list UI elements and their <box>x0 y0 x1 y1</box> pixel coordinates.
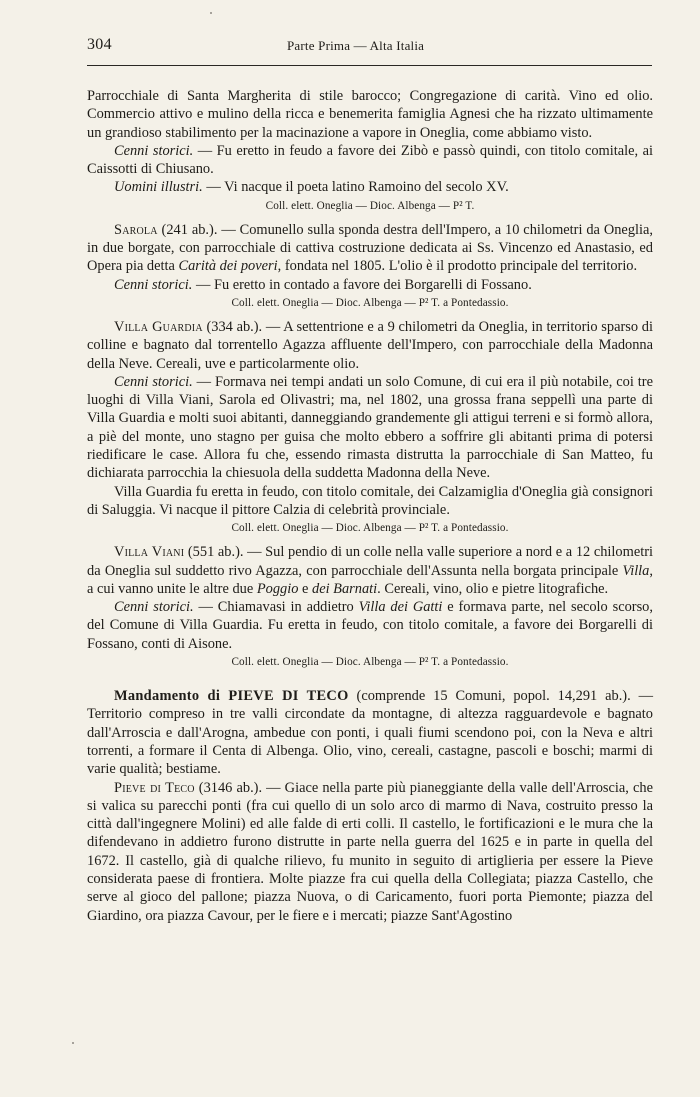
entry-villa-guardia: Villa Guardia (334 ab.). — A settentrione e a 9 chilometri da Oneglia, in territorio sparso di colline e bagnato dal torrentello Agazza affluente dell'Impero, con parrocchiale della Madonna della Neve. Cereali, uve e particolarmente olio. <box>87 318 653 372</box>
reference-line: Coll. elett. Oneglia — Dioc. Albenga — P² T. <box>265 199 475 212</box>
scan-speck <box>210 12 212 14</box>
scan-speck <box>72 1042 74 1044</box>
reference-line: Coll. elett. Oneglia — Dioc. Albenga — P² T. a Pontedassio. <box>231 656 509 669</box>
paragraph: Cenni storici. — Fu eretto in feudo a favore dei Zibò e passò quindi, con titolo comitale, ai Caissotti di Chiusano. <box>87 142 653 178</box>
page-number: 304 <box>87 36 112 53</box>
reference-line: Coll. elett. Oneglia — Dioc. Albenga — P² T. a Pontedassio. <box>231 296 509 309</box>
paragraph: Parrocchiale di Santa Margherita di stile barocco; Congregazione di carità. Vino ed olio. Commercio attivo e mulino della ricca e benemerita famiglia Agnesi che ha rizzato ultimamente un grandioso stabilimento per la macinazione a vapore in Oneglia, come abbiamo visto. <box>87 88 653 141</box>
entry-villa-viani: Villa Viani (551 ab.). — Sul pendio di un colle nella valle superiore a nord e a 12 chilometri da Oneglia sul suddetto rivo Agazza, con parrocchiale dell'Assunta nella borgata principale Villa, a cui vanno unite le altre due Poggio e dei Barnati. Cereali, vino, olio e pietre litografiche. <box>87 544 653 597</box>
entry-mandamento: Mandamento di PIEVE DI TECO (comprende 15 Comuni, popol. 14,291 ab.). — Territorio compreso in tre valli circondate da montagne, di altezza ragguardevole e bagnato dall'Arroscia e dall'Arogna, ambedue con ponti, i quali fiumi scendono poi, con la Neva e altri torrenti, a formare il Centa di Albenga. Olio, vino, cereali, castagne, pascoli e boschi; marmi di varie qualità; bestiame. <box>87 688 653 778</box>
entry-sarola: Sarola (241 ab.). — Comunello sulla sponda destra dell'Impero, a 10 chilometri da Oneglia, in due borgate, con parrocchiale di cattiva costruzione dedicata ai Ss. Vincenzo ed Anastasio, ed Opera pia detta Carità dei poveri, fondata nel 1805. L'olio è il prodotto principale del territorio. <box>87 221 653 275</box>
entry-pieve-di-teco: Pieve di Teco (3146 ab.). — Giace nella parte più pianeggiante della valle dell'Arroscia, che si valica su parecchi ponti (fra cui quello di un solo arco di marmo di Nava, costruito presso la città dall'ingegnere Molini) ed alle falde di erti colli. Il castello, le fortificazioni e le mura che la difendevano in addietro furono distrutte in parte nella guerra del 1625 e in parte in quella del 1672. Il castello, già di qualche rilievo, fu munito in seguito di artiglieria per essere la Pieve considerata paese di frontiera. Molte piazze fra cui quella della Collegiata; piazza Castello, che serve al gioco del pallone; piazza Nuova, o di Caricamento, fuori porta Piemonte; piazza del Giardino, ora piazza Cavour, per le fiere e i mercati; piazze Sant'Agostino <box>87 779 653 924</box>
header-rule <box>87 65 652 66</box>
paragraph: Villa Guardia fu eretta in feudo, con titolo comitale, dei Calzamiglia d'Oneglia già consignori di Saluggia. Vi nacque il pittore Calzia di celebrità provinciale. <box>87 483 653 518</box>
reference-line: Coll. elett. Oneglia — Dioc. Albenga — P² T. a Pontedassio. <box>231 522 509 535</box>
paragraph: Cenni storici. — Chiamavasi in addietro Villa dei Gatti e formava parte, nel secolo scorso, del Comune di Villa Guardia. Fu eretta in feudo, con titolo comitale, a favore dei Borgarelli di Fossano, conti di Aisone. <box>87 599 653 652</box>
page-header <box>87 36 652 58</box>
body-text <box>87 87 653 925</box>
paragraph: Cenni storici. — Fu eretto in contado a favore dei Borgarelli di Fossano. <box>114 276 532 293</box>
paragraph: Cenni storici. — Formava nei tempi andati un solo Comune, di cui era il più notabile, coi tre luoghi di Villa Viani, Sarola ed Olivastri; ma, nel 1802, una grossa frana seppellì una parte di Villa Guardia e molti suoi abitanti, danneggiando grandemente gli attigui terreni e si formò allora, a piè del monte, uno stagno per guisa che molto ebbero a soffrire gli abitanti prima di potersi riedificare le case. Allora fu che, essendo rimasta distrutta la parrocchiale di San Matteo, fu dichiarata parrocchia la chiesuola della suddetta Madonna della Neve. <box>87 373 653 482</box>
paragraph: Uomini illustri. — Vi nacque il poeta latino Ramoino del secolo XV. <box>114 179 509 196</box>
running-title: Parte Prima — Alta Italia <box>287 38 425 53</box>
